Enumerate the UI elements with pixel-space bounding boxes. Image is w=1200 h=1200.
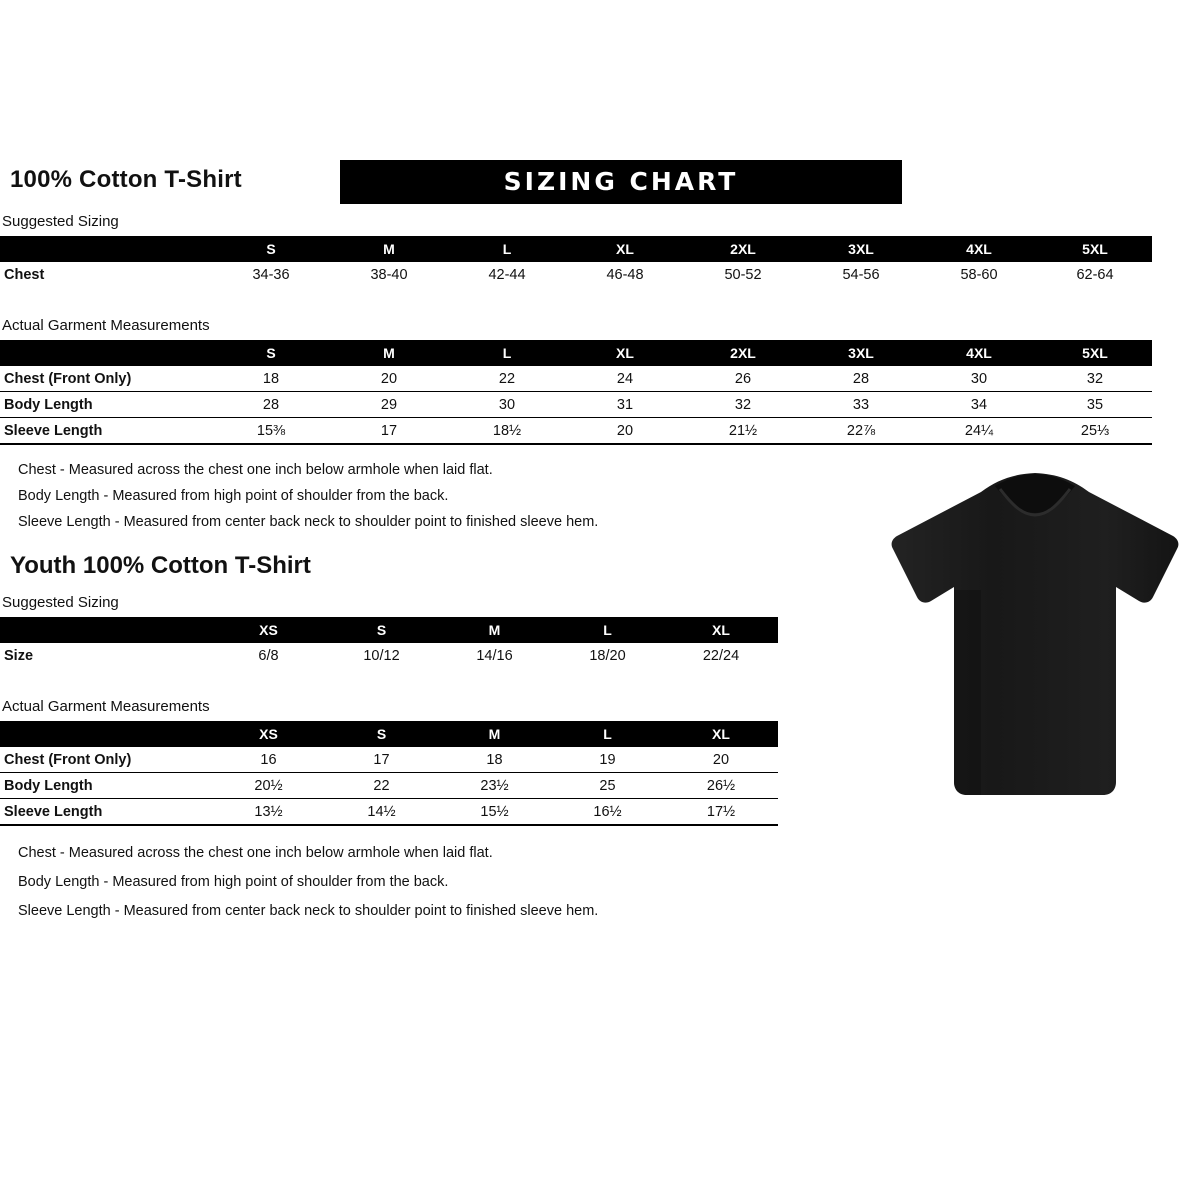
row-label-sleeve-length: Sleeve Length [4, 422, 103, 439]
youth-actual-label: Actual Garment Measurements [2, 698, 210, 715]
tshirt-icon [885, 470, 1185, 810]
tshirt-product-image [885, 470, 1185, 810]
cell-bodylength-l: 30 [498, 396, 516, 413]
table-row [0, 773, 778, 799]
col-head-l: L [551, 617, 664, 643]
cell-chestfront-s: 18 [262, 370, 280, 387]
youth-actual-table [0, 721, 778, 826]
cell-chestfront-5xl: 32 [1086, 370, 1104, 387]
cell-bodylength-m: 23½ [480, 777, 509, 794]
cell-sleeve-3xl: 22⅞ [846, 422, 876, 439]
cell-bodylength-s: 28 [262, 396, 280, 413]
cell-chest-s: 34-36 [252, 266, 290, 283]
cell-bodylength-m: 29 [380, 396, 398, 413]
cell-chestfront-l: 19 [599, 751, 616, 768]
row-label-size: Size [4, 647, 34, 664]
youth-suggested-table [0, 617, 778, 668]
cell-bodylength-l: 25 [599, 777, 616, 794]
cell-chestfront-s: 17 [373, 751, 390, 768]
cell-chestfront-xl: 20 [712, 751, 730, 768]
adult-suggested-table [0, 236, 1152, 287]
youth-suggested-label: Suggested Sizing [2, 594, 119, 611]
col-head-xl: XL [664, 721, 778, 747]
col-head-m: M [438, 721, 551, 747]
row-label-chest: Chest [4, 266, 45, 283]
cell-chestfront-3xl: 28 [852, 370, 870, 387]
cell-sleeve-xl: 17½ [706, 803, 736, 820]
cell-sleeve-5xl: 25⅓ [1080, 422, 1110, 439]
cell-bodylength-xl: 26½ [706, 777, 736, 794]
col-head-3xl: 3XL [802, 340, 920, 366]
table-row [0, 418, 1152, 445]
table-row [0, 799, 778, 826]
cell-size-xl: 22/24 [702, 647, 740, 664]
youth-note-sleeve-length: Sleeve Length - Measured from center back neck to shoulder point to finished sleeve hem. [18, 903, 599, 919]
cell-chestfront-xl: 24 [616, 370, 634, 387]
row-label-body-length: Body Length [4, 777, 93, 794]
cell-bodylength-xs: 20½ [254, 777, 283, 794]
col-head-2xl: 2XL [684, 236, 802, 262]
col-head-5xl: 5XL [1038, 340, 1152, 366]
table-row [0, 392, 1152, 418]
cell-size-l: 18/20 [589, 647, 626, 664]
cell-size-m: 14/16 [476, 647, 513, 664]
cell-chest-4xl: 58-60 [960, 266, 998, 283]
cell-sleeve-xs: 13½ [254, 803, 283, 820]
cell-sleeve-l: 16½ [593, 803, 622, 820]
cell-chestfront-m: 18 [486, 751, 503, 768]
adult-actual-label: Actual Garment Measurements [2, 317, 210, 334]
table-row [0, 747, 778, 773]
adult-note-chest: Chest - Measured across the chest one inch below armhole when laid flat. [18, 462, 493, 478]
row-label-body-length: Body Length [4, 396, 93, 413]
youth-note-chest: Chest - Measured across the chest one inch below armhole when laid flat. [18, 845, 493, 861]
cell-sleeve-4xl: 24¼ [964, 422, 994, 439]
cell-chest-xl: 46-48 [606, 266, 644, 283]
row-label-chest-front-only: Chest (Front Only) [4, 370, 132, 387]
cell-sleeve-s: 14½ [367, 803, 396, 820]
col-head-m: M [330, 236, 448, 262]
col-head-xs: XS [212, 617, 325, 643]
col-head-m: M [438, 617, 551, 643]
cell-sleeve-xl: 20 [616, 422, 634, 439]
cell-chestfront-4xl: 30 [970, 370, 988, 387]
table-header-row [0, 236, 1152, 262]
row-label-sleeve-length: Sleeve Length [4, 803, 103, 820]
col-head-blank [0, 617, 212, 643]
table-header-row [0, 340, 1152, 366]
table-row [0, 262, 1152, 287]
cell-chestfront-xs: 16 [260, 751, 277, 768]
table-header-row [0, 617, 778, 643]
table-row [0, 366, 1152, 392]
cell-bodylength-2xl: 32 [734, 396, 752, 413]
cell-size-s: 10/12 [363, 647, 400, 664]
cell-sleeve-m: 15½ [480, 803, 509, 820]
col-head-s: S [212, 340, 330, 366]
adult-suggested-label: Suggested Sizing [2, 213, 119, 230]
cell-sleeve-s: 15⅜ [256, 422, 286, 439]
cell-chest-5xl: 62-64 [1076, 266, 1114, 283]
cell-chestfront-m: 20 [380, 370, 398, 387]
cell-chest-m: 38-40 [370, 266, 408, 283]
table-header-row [0, 721, 778, 747]
cell-bodylength-xl: 31 [616, 396, 634, 413]
col-head-blank [0, 340, 212, 366]
cell-sleeve-m: 17 [380, 422, 398, 439]
col-head-2xl: 2XL [684, 340, 802, 366]
col-head-m: M [330, 340, 448, 366]
cell-size-xs: 6/8 [258, 647, 279, 664]
youth-section-title: Youth 100% Cotton T-Shirt [10, 552, 311, 579]
col-head-blank [0, 721, 212, 747]
cell-chestfront-l: 22 [498, 370, 516, 387]
sizing-chart-banner-label: SIZING CHART [503, 167, 739, 196]
cell-bodylength-3xl: 33 [852, 396, 870, 413]
col-head-4xl: 4XL [920, 236, 1038, 262]
col-head-l: L [551, 721, 664, 747]
col-head-xl: XL [664, 617, 778, 643]
col-head-4xl: 4XL [920, 340, 1038, 366]
col-head-blank [0, 236, 212, 262]
col-head-xl: XL [566, 340, 684, 366]
col-head-3xl: 3XL [802, 236, 920, 262]
cell-chest-l: 42-44 [488, 266, 526, 283]
cell-bodylength-s: 22 [373, 777, 390, 794]
col-head-s: S [212, 236, 330, 262]
row-label-chest-front-only: Chest (Front Only) [4, 751, 132, 768]
col-head-xl: XL [566, 236, 684, 262]
cell-sleeve-2xl: 21½ [728, 422, 758, 439]
table-row [0, 643, 778, 668]
adult-actual-table [0, 340, 1152, 445]
cell-chest-3xl: 54-56 [842, 266, 880, 283]
youth-note-body-length: Body Length - Measured from high point of shoulder from the back. [18, 874, 449, 890]
col-head-l: L [448, 340, 566, 366]
cell-chestfront-2xl: 26 [734, 370, 752, 387]
adult-section-title: 100% Cotton T-Shirt [10, 166, 242, 193]
cell-bodylength-5xl: 35 [1086, 396, 1104, 413]
cell-sleeve-l: 18½ [492, 422, 522, 439]
col-head-s: S [325, 617, 438, 643]
sizing-chart-banner [340, 160, 902, 204]
adult-note-sleeve-length: Sleeve Length - Measured from center back neck to shoulder point to finished sleeve hem. [18, 514, 599, 530]
col-head-s: S [325, 721, 438, 747]
adult-note-body-length: Body Length - Measured from high point of shoulder from the back. [18, 488, 449, 504]
col-head-xs: XS [212, 721, 325, 747]
cell-chest-2xl: 50-52 [724, 266, 762, 283]
col-head-l: L [448, 236, 566, 262]
col-head-5xl: 5XL [1038, 236, 1152, 262]
cell-bodylength-4xl: 34 [970, 396, 988, 413]
